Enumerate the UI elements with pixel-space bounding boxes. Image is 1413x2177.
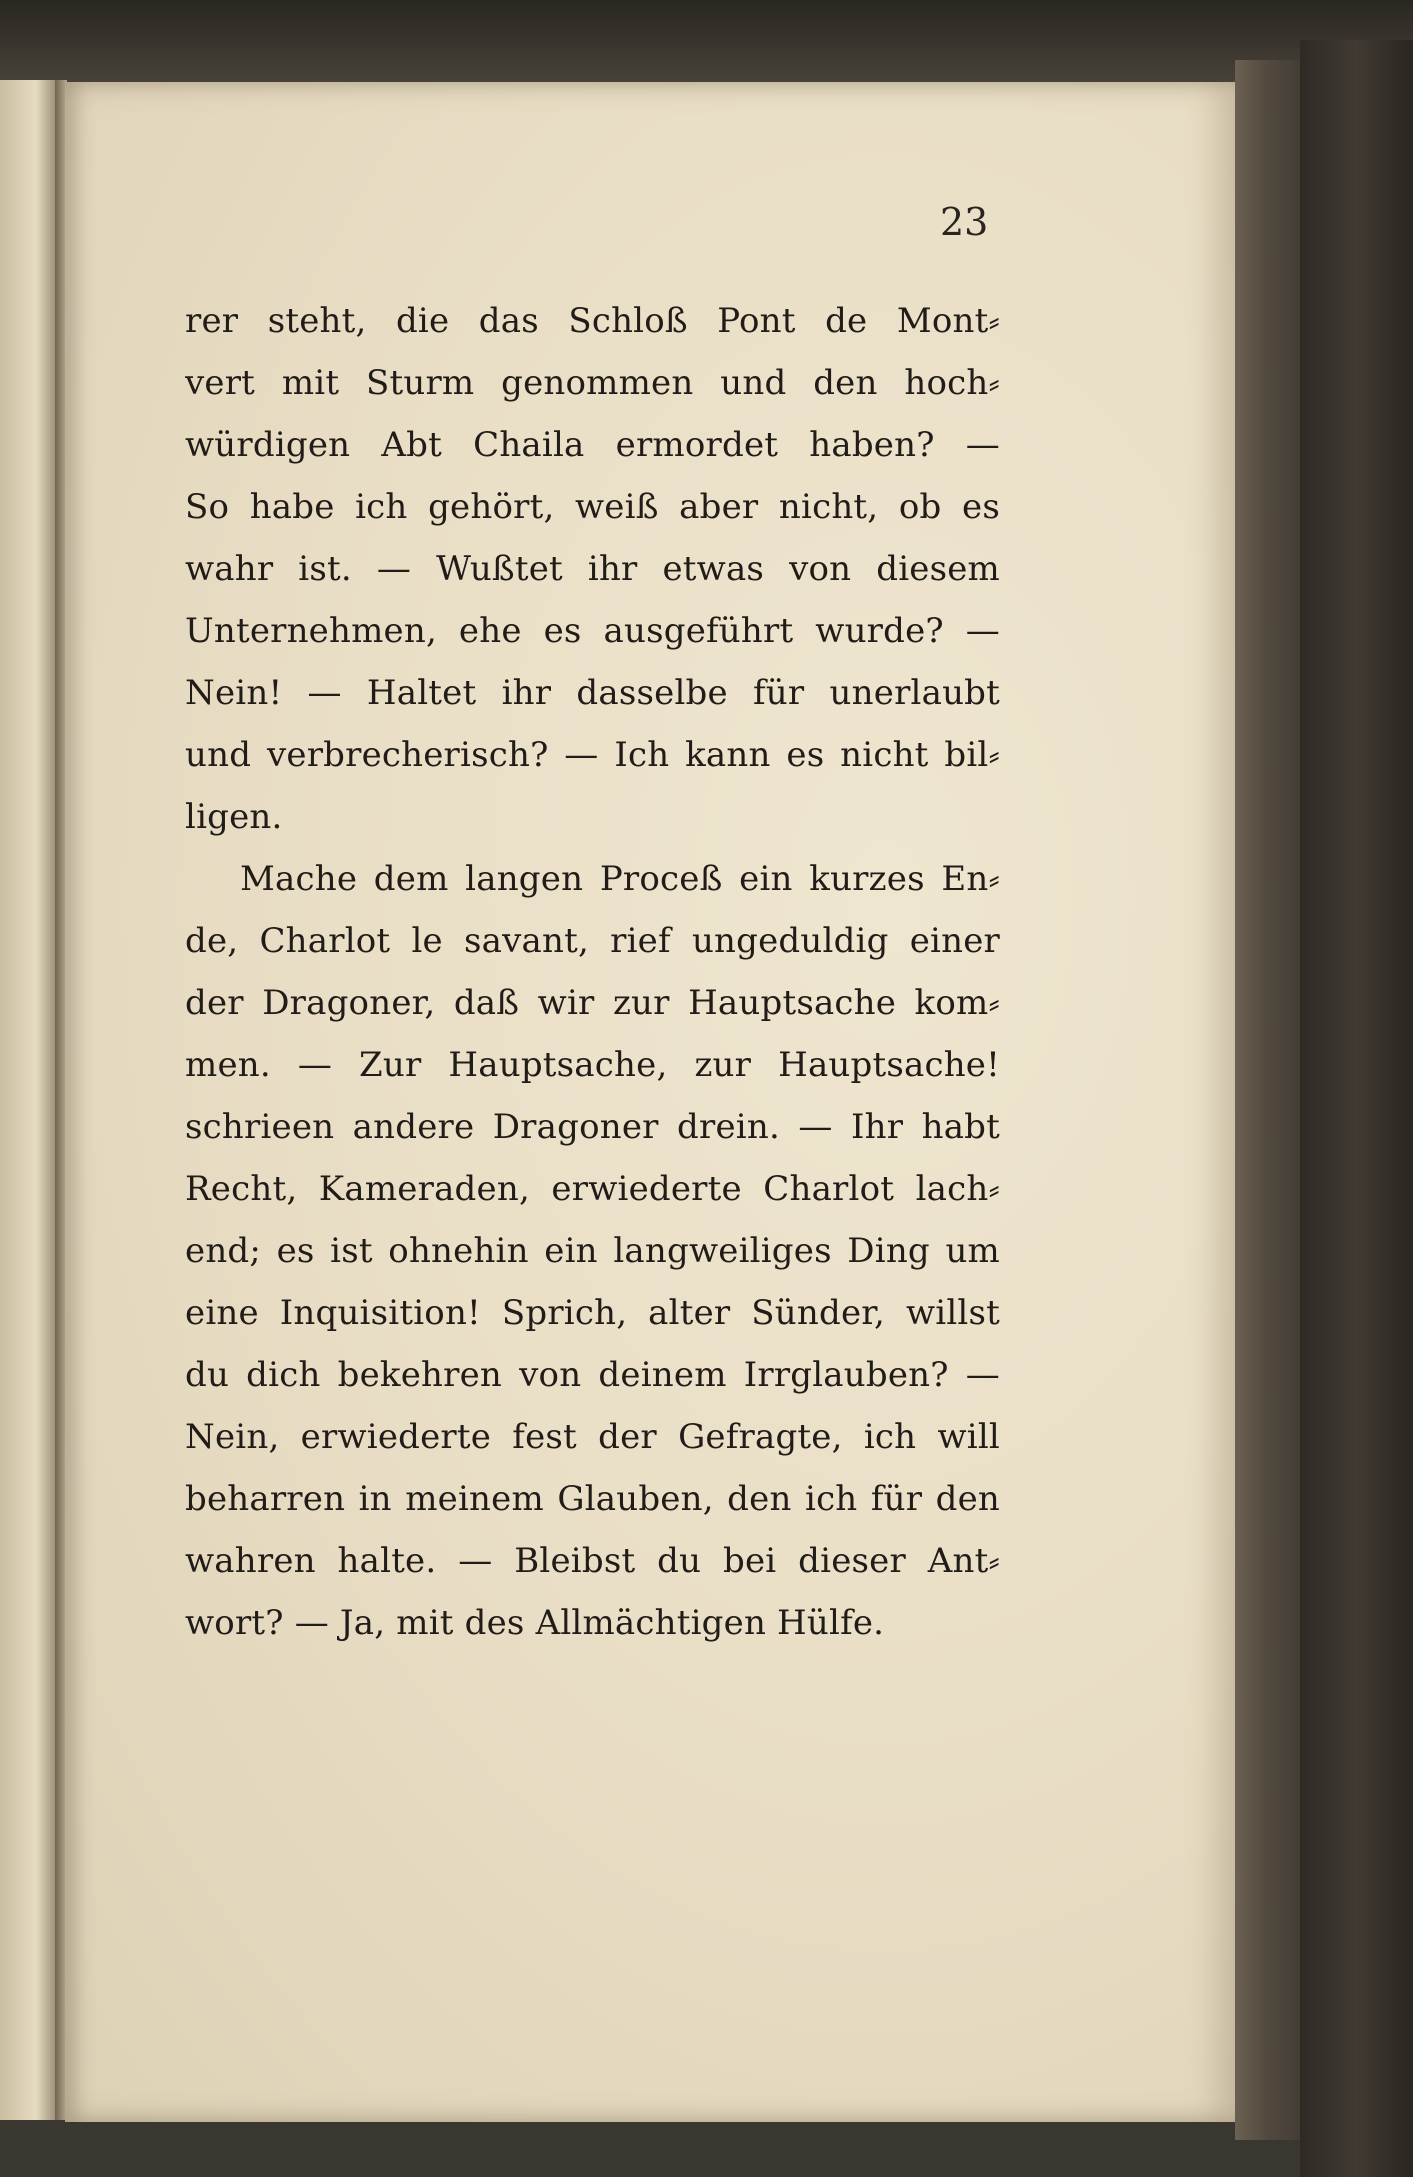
page-number: 23	[940, 200, 989, 244]
text-line: So habe ich gehört, weiß aber nicht, ob es	[185, 487, 1000, 527]
text-line: vert mit Sturm genommen und den hoch⸗	[185, 363, 1000, 403]
text-line: de, Charlot le savant, rief ungeduldig einer	[185, 921, 1000, 961]
text-line: ligen.	[185, 797, 283, 837]
text-line: Nein, erwiederte fest der Gefragte, ich will	[185, 1417, 1000, 1457]
text-line: schrieen andere Dragoner drein. — Ihr habt	[185, 1107, 1000, 1147]
text-line: der Dragoner, daß wir zur Hauptsache kom⸗	[185, 983, 1000, 1023]
text-line: men. — Zur Hauptsache, zur Hauptsache!	[185, 1045, 1000, 1085]
text-line: eine Inquisition! Sprich, alter Sünder, willst	[185, 1293, 1000, 1333]
text-line: end; es ist ohnehin ein langweiliges Ding um	[185, 1231, 1000, 1271]
text-line: wahr ist. — Wußtet ihr etwas von diesem	[185, 549, 1000, 589]
left-page-edge	[0, 80, 60, 2120]
text-line: rer steht, die das Schloß Pont de Mont⸗	[185, 301, 1000, 341]
text-line: wort? — Ja, mit des Allmächtigen Hülfe.	[185, 1603, 885, 1643]
text-line: würdigen Abt Chaila ermordet haben? —	[185, 425, 1000, 465]
text-line: Unternehmen, ehe es ausgeführt wurde? —	[185, 611, 1000, 651]
text-line: Recht, Kameraden, erwiederte Charlot lach⸗	[185, 1169, 1000, 1209]
body-text	[185, 290, 1000, 1654]
text-line: wahren halte. — Bleibst du bei dieser Ant⸗	[185, 1541, 1000, 1581]
text-line: Nein! — Haltet ihr dasselbe für unerlaubt	[185, 673, 1000, 713]
text-line: und verbrecherisch? — Ich kann es nicht bil⸗	[185, 735, 1000, 775]
text-line: Mache dem langen Proceß ein kurzes En⸗	[240, 859, 1000, 899]
book-cover-edge	[1300, 40, 1413, 2177]
text-line: beharren in meinem Glauben, den ich für den	[185, 1479, 1000, 1519]
text-line: du dich bekehren von deinem Irrglauben? —	[185, 1355, 1000, 1395]
